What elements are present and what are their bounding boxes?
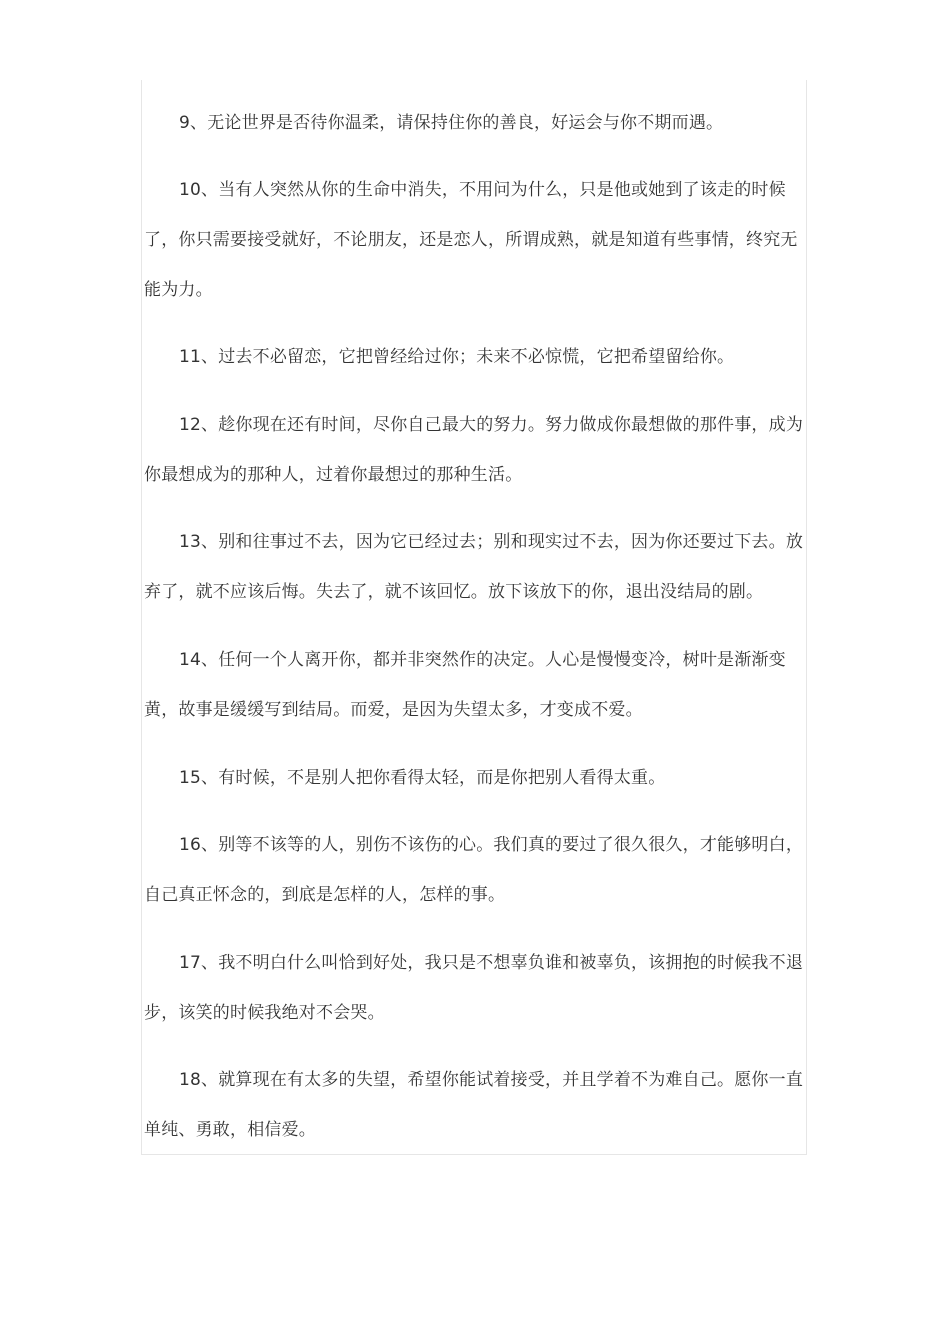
article-content (141, 80, 807, 1155)
paragraph-9: 9、无论世界是否待你温柔，请保持住你的善良，好运会与你不期而遇。 (179, 113, 724, 133)
paragraph-17: 17、我不明白什么叫恰到好处，我只是不想辜负谁和被辜负，该拥抱的时候我不退步，该笑的时候我绝对不会哭。 (144, 953, 804, 1023)
paragraph-13: 13、别和往事过不去，因为它已经过去；别和现实过不去，因为你还要过下去。放弃了，就不应该后悔。失去了，就不该回忆。放下该放下的你，退出没结局的剧。 (144, 532, 804, 602)
paragraph-18: 18、就算现在有太多的失望，希望你能试着接受，并且学着不为难自己。愿你一直单纯、勇敢，相信爱。 (144, 1070, 804, 1140)
paragraph-15: 15、有时候，不是别人把你看得太轻，而是你把别人看得太重。 (179, 768, 666, 788)
paragraph-11: 11、过去不必留恋，它把曾经给过你；未来不必惊慌，它把希望留给你。 (179, 347, 735, 367)
paragraph-16: 16、别等不该等的人，别伤不该伤的心。我们真的要过了很久很久，才能够明白，自己真正怀念的，到底是怎样的人，怎样的事。 (144, 835, 804, 905)
paragraph-14: 14、任何一个人离开你，都并非突然作的决定。人心是慢慢变冷，树叶是渐渐变黄，故事是缓缓写到结局。而爱，是因为失望太多，才变成不爱。 (144, 650, 786, 720)
paragraph-12: 12、趁你现在还有时间，尽你自己最大的努力。努力做成你最想做的那件事，成为你最想成为的那种人，过着你最想过的那种生活。 (144, 415, 804, 485)
paragraph-10: 10、当有人突然从你的生命中消失，不用问为什么，只是他或她到了该走的时候了，你只需要接受就好，不论朋友，还是恋人，所谓成熟，就是知道有些事情，终究无能为力。 (144, 180, 798, 300)
